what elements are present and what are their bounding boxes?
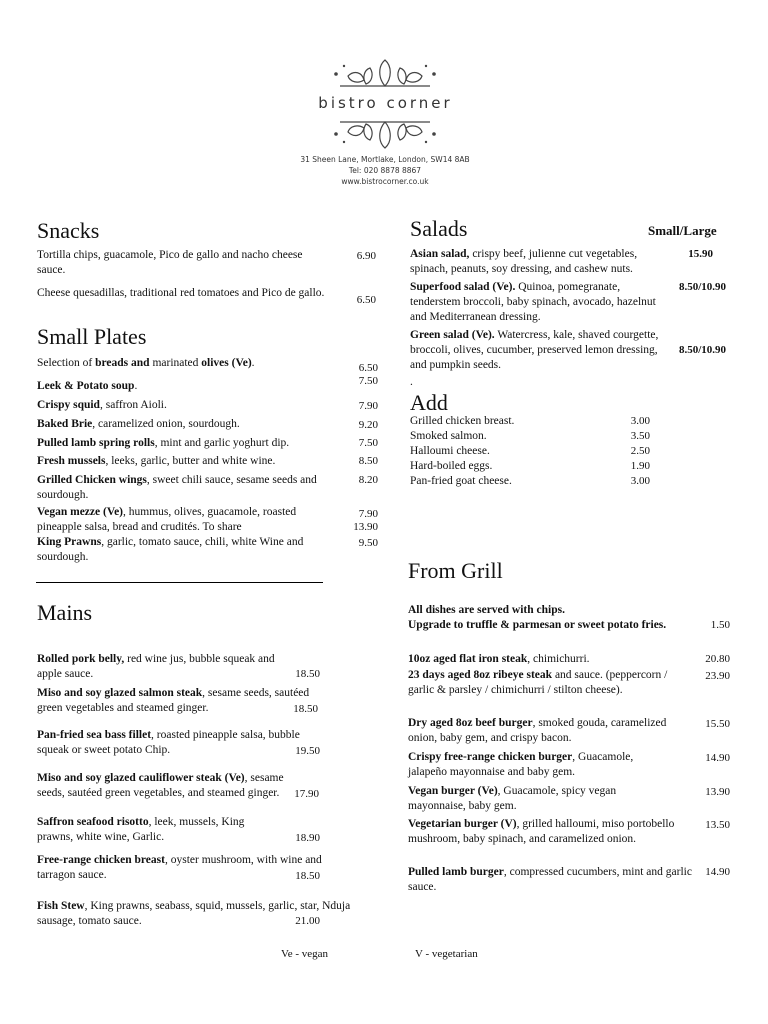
- main-price: 18.50: [295, 870, 320, 882]
- legend-vegetarian: V - vegetarian: [415, 948, 478, 960]
- grill-note: All dishes are served with chips.: [408, 604, 565, 616]
- grill-item: 10oz aged flat iron steak, chimichurri.: [408, 653, 590, 665]
- main-item: Saffron seafood risotto, leek, mussels, King prawns, white wine, Garlic.: [37, 816, 245, 843]
- add-price: 2.50: [630, 445, 650, 457]
- small-plate-item: Pulled lamb spring rolls, mint and garlic yoghurt dip.: [37, 437, 290, 449]
- grill-price: 15.50: [705, 718, 730, 730]
- salad-item: Asian salad, crispy beef, julienne cut vegetables, spinach, peanuts, soy dressing, and cashew nuts.: [410, 248, 638, 275]
- website: www.bistrocorner.co.uk: [341, 177, 429, 186]
- legend-vegan: Ve - vegan: [281, 948, 329, 960]
- logo-bottom-ornament: [330, 116, 440, 152]
- salad-price: 15.90: [688, 248, 713, 260]
- grill-price: 20.80: [705, 653, 730, 665]
- salad-dot: .: [410, 376, 413, 388]
- small-plate-item: Crispy squid, saffron Aioli.: [37, 399, 167, 411]
- section-title-small-plates: Small Plates: [37, 324, 147, 349]
- main-item: Free-range chicken breast, oyster mushroom, with wine and tarragon sauce.: [37, 854, 322, 881]
- snack-price: 6.50: [356, 294, 376, 306]
- add-item: Hard-boiled eggs.: [410, 460, 493, 472]
- add-price: 3.50: [630, 430, 650, 442]
- section-title-add: Add: [410, 390, 448, 415]
- grill-item: 23 days aged 8oz ribeye steak and sauce. (peppercorn / garlic & parsley / chimichurri / stilton cheese).: [408, 669, 668, 696]
- small-plate-item: Grilled Chicken wings, sweet chili sauce, sesame seeds and sourdough.: [37, 474, 317, 501]
- small-plate-price: 7.90: [358, 400, 378, 412]
- add-item: Smoked salmon.: [410, 430, 487, 442]
- salads-size-label: Small/Large: [648, 223, 717, 238]
- snack-item: Tortilla chips, guacamole, Pico de gallo and nacho cheese sauce.: [37, 249, 303, 276]
- small-plate-item: Vegan mezze (Ve), hummus, olives, guacamole, roasted pineapple salsa, bread and crudités. To share: [37, 506, 297, 533]
- main-price: 17.90: [294, 788, 319, 800]
- grill-item: Dry aged 8oz beef burger, smoked gouda, caramelized onion, baby gem, and crispy bacon.: [408, 717, 667, 744]
- small-plate-price: 6.50: [358, 362, 378, 374]
- main-price: 18.50: [295, 668, 320, 680]
- section-title-from-grill: From Grill: [408, 558, 503, 583]
- section-title-salads: Salads: [410, 216, 468, 241]
- small-plate-item: King Prawns, garlic, tomato sauce, chili, white Wine and sourdough.: [37, 536, 304, 563]
- address: 31 Sheen Lane, Mortlake, London, SW14 8AB: [300, 155, 470, 164]
- small-plate-item: Selection of breads and marinated olives (Ve).: [37, 357, 255, 369]
- small-plate-price: 8.20: [358, 474, 378, 486]
- grill-item: Vegan burger (Ve), Guacamole, spicy vegan mayonnaise, baby gem.: [408, 785, 617, 812]
- grill-item: Crispy free-range chicken burger, Guacamole, jalapeño mayonnaise and baby gem.: [408, 751, 634, 778]
- grill-price: 14.90: [705, 866, 730, 878]
- main-price: 19.50: [295, 745, 320, 757]
- small-plate-price: 7.50: [358, 375, 378, 387]
- grill-price: 14.90: [705, 752, 730, 764]
- main-item: Rolled pork belly, red wine jus, bubble squeak and apple sauce.: [37, 653, 275, 680]
- small-plate-price: 9.50: [358, 537, 378, 549]
- add-price: 3.00: [630, 415, 650, 427]
- telephone: Tel: 020 8878 8867: [348, 166, 422, 175]
- small-plate-item: Baked Brie, caramelized onion, sourdough.: [37, 418, 240, 430]
- section-title-snacks: Snacks: [37, 218, 100, 243]
- grill-price: 13.90: [705, 786, 730, 798]
- section-divider: [36, 582, 323, 583]
- salad-item: Green salad (Ve). Watercress, kale, shaved courgette, broccoli, olives, cucumber, preserved lemon dressing, and pumpkin seeds.: [410, 329, 659, 371]
- grill-upgrade-price: 1.50: [710, 619, 730, 631]
- small-plate-item: Leek & Potato soup.: [37, 380, 138, 392]
- small-plate-item: Fresh mussels, leeks, garlic, butter and white wine.: [37, 455, 276, 467]
- small-plate-price: 7.50: [358, 437, 378, 449]
- main-item: Pan-fried sea bass fillet, roasted pineapple salsa, bubble squeak or sweet potato Chip.: [37, 729, 300, 756]
- main-item: Fish Stew, King prawns, seabass, squid, mussels, garlic, star, Nduja sausage, tomato sauce.: [37, 900, 351, 927]
- grill-item: Vegetarian burger (V), grilled halloumi, miso portobello mushroom, baby spinach, and caramelized onion.: [408, 818, 675, 845]
- main-price: 18.90: [295, 832, 320, 844]
- salad-price: 8.50/10.90: [678, 344, 726, 356]
- snack-item: Cheese quesadillas, traditional red tomatoes and Pico de gallo.: [37, 287, 325, 299]
- logo-top-ornament: [330, 56, 440, 92]
- salad-price: 8.50/10.90: [678, 281, 726, 293]
- small-plate-price: 7.90: [358, 508, 378, 520]
- main-price: 18.50: [293, 703, 318, 715]
- add-price: 3.00: [630, 475, 650, 487]
- small-plate-price: 9.20: [358, 419, 378, 431]
- add-price: 1.90: [630, 460, 650, 472]
- add-item: Pan-fried goat cheese.: [410, 475, 512, 487]
- add-item: Grilled chicken breast.: [410, 415, 515, 427]
- main-item: Miso and soy glazed cauliflower steak (Ve), sesame seeds, sautéed green vegetables, and steamed ginger.: [37, 772, 284, 799]
- grill-price: 23.90: [705, 670, 730, 682]
- snack-price: 6.90: [356, 250, 376, 262]
- main-item: Miso and soy glazed salmon steak, sesame seeds, sautéed green vegetables and steamed ginger.: [37, 687, 310, 714]
- add-item: Halloumi cheese.: [410, 445, 490, 457]
- small-plate-price: 8.50: [358, 455, 378, 467]
- salad-item: Superfood salad (Ve). Quinoa, pomegranate, tenderstem broccoli, baby spinach, avocado, hazelnut and Mediterranean dressing.: [410, 281, 656, 323]
- restaurant-name: bistro corner: [318, 94, 453, 112]
- small-plate-price-share: 13.90: [353, 521, 378, 533]
- grill-item: Pulled lamb burger, compressed cucumbers, mint and garlic sauce.: [408, 866, 692, 893]
- main-price: 21.00: [295, 915, 320, 927]
- section-title-mains: Mains: [37, 600, 92, 625]
- grill-upgrade-note: Upgrade to truffle & parmesan or sweet potato fries.: [408, 619, 667, 631]
- grill-price: 13.50: [705, 819, 730, 831]
